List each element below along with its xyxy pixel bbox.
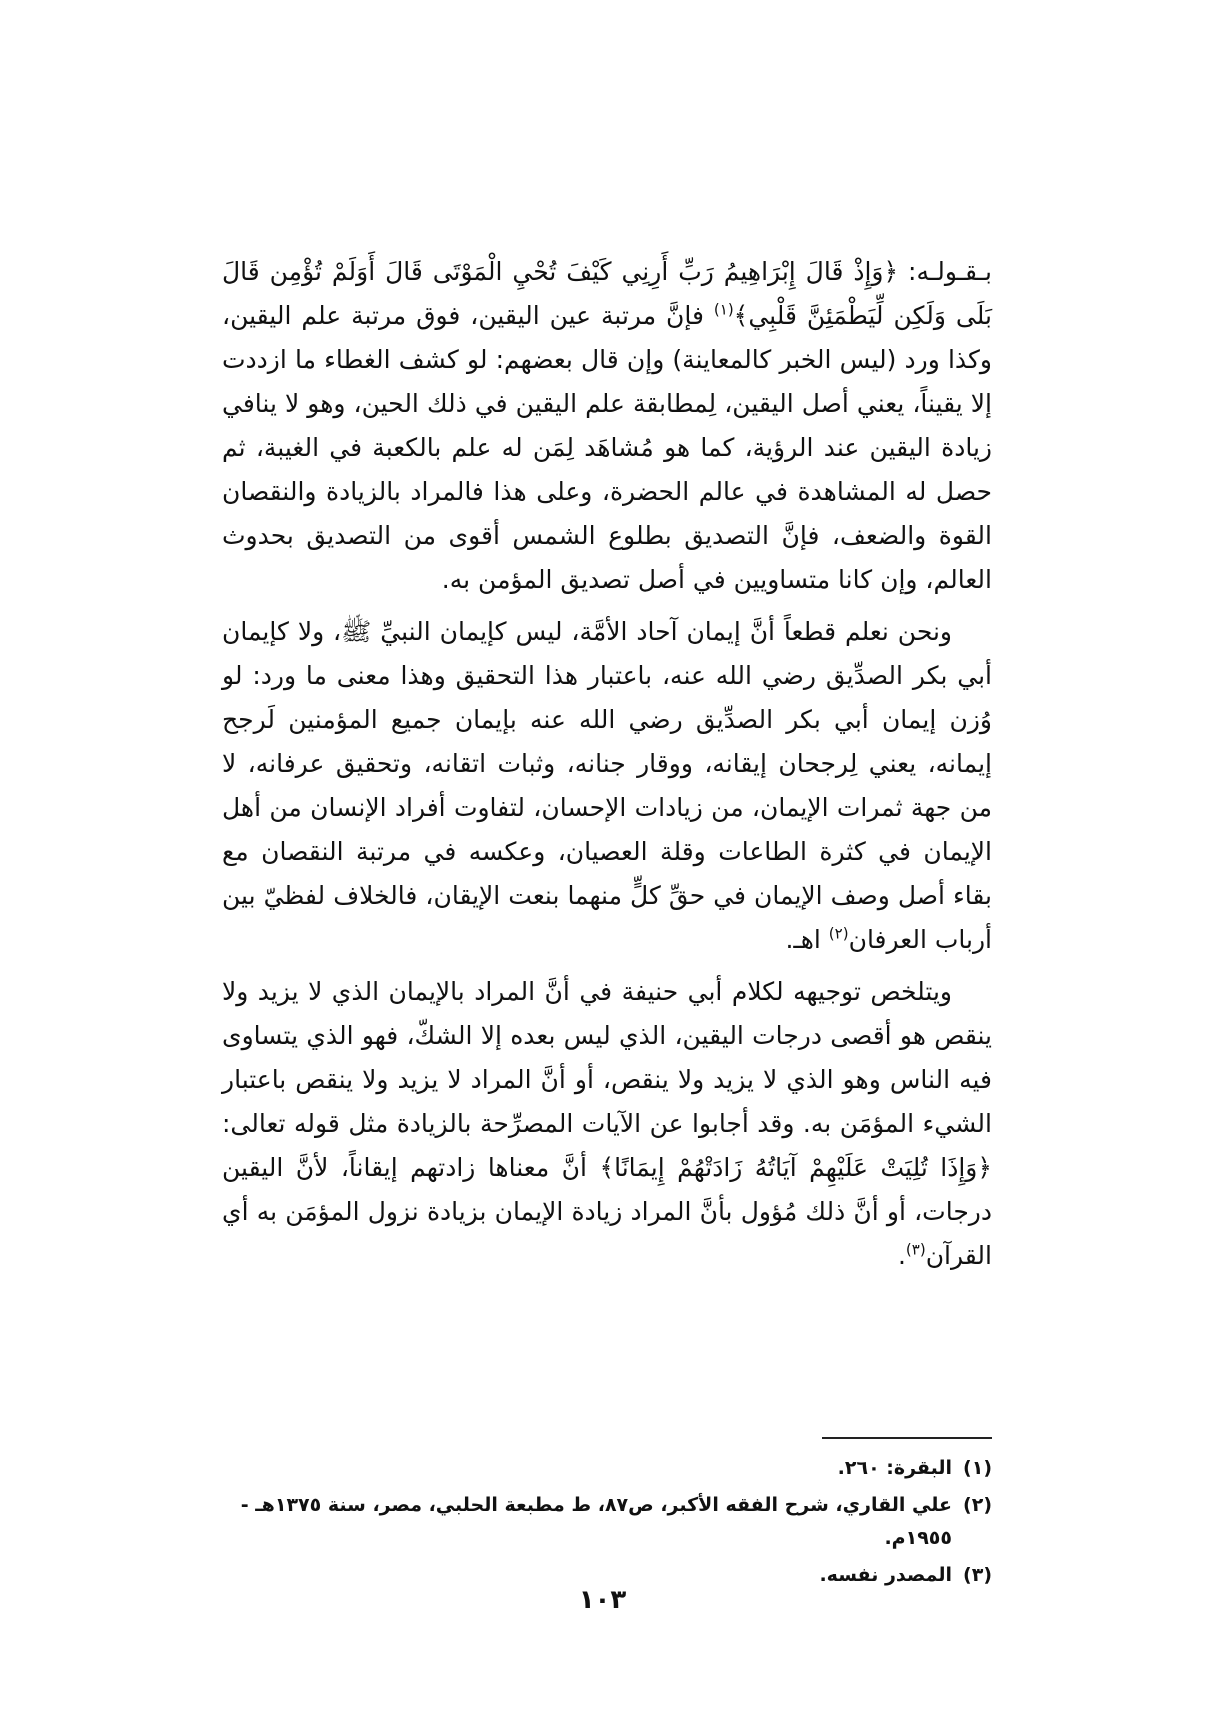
footnote-3-number: (٣): [963, 1564, 992, 1586]
footnote-separator: [822, 1437, 992, 1439]
footnotes: [222, 1452, 992, 1596]
footnote-2: [222, 1489, 992, 1555]
paragraph-3-end: .: [897, 1241, 906, 1270]
footnote-2-number: (٢): [963, 1494, 992, 1516]
paragraph-2-end: اهـ.: [785, 925, 829, 954]
footnote-1-number: (١): [963, 1457, 992, 1479]
paragraph-1: [222, 250, 992, 602]
paragraph-3: [222, 970, 992, 1278]
quran-verse-1: ﴿وَإِذْ قَالَ إِبْرَاهِيمُ رَبِّ أَرِنِي كَيْفَ تُحْيِ الْمَوْتَى قَالَ أَوَلَمْ تُؤْمِن قَالَ بَلَى وَلَكِن لِّيَطْمَئِنَّ قَلْبِي﴾: [222, 257, 992, 330]
paragraph-1-lead: بـقـولـه:: [898, 257, 992, 286]
paragraph-2: [222, 610, 992, 962]
footnote-1: [222, 1452, 992, 1485]
footnote-ref-2[interactable]: (٢): [828, 924, 849, 943]
paragraph-2-text: ونحن نعلم قطعاً أنَّ إيمان آحاد الأمَّة، ليس كإيمان النبيِّ ﷺ، ولا كإيمان أبي بكر الصدِّيق رضي الله عنه، باعتبار هذا التحقيق وهذا معنى ما ورد: لو وُزن إيمان أبي بكر الصدِّيق رضي الله عنه بإيمان جميع المؤمنين لَرجح إيمانه، يعني لِرجحان إيقانه، ووقار جنانه، وثبات اتقانه، وتحقيق عرفانه، لا من جهة ثمرات الإيمان، من زيادات الإحسان، لتفاوت أفراد الإنسان من أهل الإيمان في كثرة الطاعات وقلة العصيان، وعكسه في مرتبة النقصان مع بقاء أصل وصف الإيمان في حقِّ كلٍّ منهما بنعت الإيقان، فالخلاف لفظيّ بين أرباب العرفان: [222, 617, 992, 954]
paragraph-3-lead: ويتلخص توجيهه لكلام أبي حنيفة في أنَّ المراد بالإيمان الذي لا يزيد ولا ينقص هو أقصى درجات اليقين، الذي ليس بعده إلا الشكّ، فهو الذي يتساوى فيه الناس وهو الذي لا يزيد ولا ينقص، أو أنَّ المراد لا يزيد ولا ينقص باعتبار الشيء المؤمَن به. وقد أجابوا عن الآيات المصرِّحة بالزيادة مثل قوله تعالى:: [222, 977, 992, 1138]
footnote-3-text: المصدر نفسه.: [819, 1564, 952, 1586]
footnote-ref-1[interactable]: (١): [713, 300, 734, 319]
footnote-1-text: البقرة: ٢٦٠.: [837, 1457, 952, 1479]
paragraph-3-text: أنَّ معناها زادتهم إيقاناً، لأنَّ اليقين درجات، أو أنَّ ذلك مُؤول بأنَّ المراد زيادة الإيمان بزيادة نزول المؤمَن به أي القرآن: [222, 1153, 992, 1270]
footnote-2-text: علي القاري، شرح الفقه الأكبر، ص٨٧، ط مطبعة الحلبي، مصر، سنة ١٣٧٥هـ - ١٩٥٥م.: [240, 1494, 952, 1549]
paragraph-1-text: فإنَّ مرتبة عين اليقين، فوق مرتبة علم اليقين، وكذا ورد (ليس الخبر كالمعاينة) وإن قال بعضهم: لو كشف الغطاء ما ازددت إلا يقيناً، يعني أصل اليقين، لِمطابقة علم اليقين في ذلك الحين، وهو لا ينافي زيادة اليقين عند الرؤية، كما هو مُشاهَد لِمَن له علم بالكعبة في الغيبة، ثم حصل له المشاهدة في عالم الحضرة، وعلى هذا فالمراد بالزيادة والنقصان القوة والضعف، فإنَّ التصديق بطلوع الشمس أقوى من التصديق بحدوث العالم، وإن كانا متساويين في أصل تصديق المؤمن به.: [222, 301, 992, 594]
main-text: [222, 250, 992, 1286]
footnote-ref-3[interactable]: (٣): [905, 1240, 926, 1259]
page-number: ١٠٣: [578, 1585, 627, 1615]
quran-verse-2: ﴿وَإِذَا تُلِيَتْ عَلَيْهِمْ آيَاتُهُ زَادَتْهُمْ إِيمَانًا﴾: [599, 1153, 992, 1182]
